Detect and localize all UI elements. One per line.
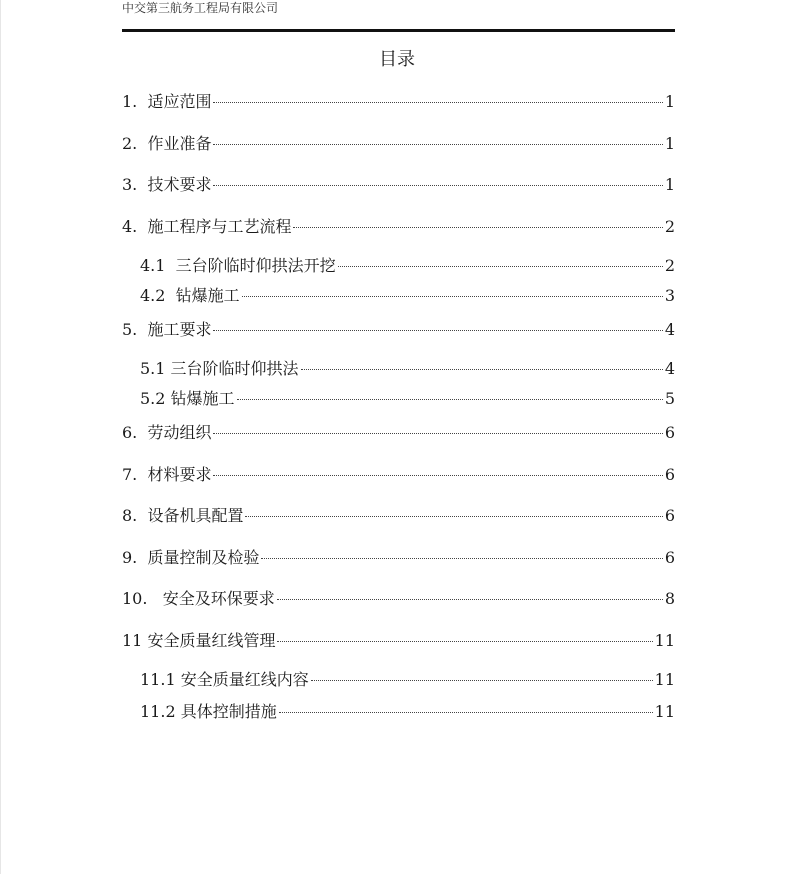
toc-entry-page: 6 xyxy=(664,423,675,442)
toc-entry-label: 适应范围 xyxy=(147,92,212,111)
toc-entry-label: 作业准备 xyxy=(147,134,212,153)
toc-dot-leader xyxy=(245,516,662,517)
toc-dot-leader xyxy=(279,712,653,713)
toc-entry-label: 具体控制措施 xyxy=(180,702,277,721)
toc-entry-number: 11 xyxy=(122,631,148,650)
toc-entry-label: 钻爆施工 xyxy=(175,286,240,305)
toc-dot-leader xyxy=(213,330,662,331)
toc-entry-9[interactable] xyxy=(122,547,675,569)
toc-entry-5[interactable] xyxy=(122,319,675,341)
toc-entry-label: 安全及环保要求 xyxy=(162,589,275,608)
toc-entry-3[interactable] xyxy=(122,174,675,196)
toc-dot-leader xyxy=(237,399,663,400)
toc-entry-4-1[interactable] xyxy=(140,255,675,277)
toc-entry-label: 施工程序与工艺流程 xyxy=(147,217,292,236)
toc-entry-number: 2. xyxy=(122,134,148,153)
toc-entry-number: 8. xyxy=(122,506,148,525)
toc-entry-number: 4. xyxy=(122,217,148,236)
toc-entry-number: 6. xyxy=(122,423,148,442)
toc-entry-number: 11.1 xyxy=(140,670,181,689)
toc-entry-page: 8 xyxy=(664,589,675,608)
toc-dot-leader xyxy=(213,144,662,145)
toc-entry-number: 4.2 xyxy=(140,286,176,305)
toc-entry-label: 三台阶临时仰拱法开挖 xyxy=(175,256,336,275)
toc-entry-label: 施工要求 xyxy=(147,320,212,339)
toc-entry-4[interactable] xyxy=(122,216,675,238)
toc-entry-page: 6 xyxy=(664,548,675,567)
toc-entry-1[interactable] xyxy=(122,91,675,113)
toc-entry-11-2[interactable] xyxy=(140,701,675,723)
toc-entry-label: 安全质量红线内容 xyxy=(180,670,309,689)
toc-entry-number: 5. xyxy=(122,320,148,339)
toc-dot-leader xyxy=(213,185,662,186)
toc-entry-2[interactable] xyxy=(122,133,675,155)
toc-entry-10[interactable] xyxy=(122,588,675,610)
toc-entry-page: 1 xyxy=(664,175,675,194)
toc-dot-leader xyxy=(293,227,662,228)
toc-dot-leader xyxy=(277,599,663,600)
toc-entry-label: 设备机具配置 xyxy=(147,506,244,525)
toc-entry-label: 钻爆施工 xyxy=(170,389,235,408)
toc-entry-number: 11.2 xyxy=(140,702,181,721)
toc-entry-label: 三台阶临时仰拱法 xyxy=(170,359,299,378)
toc-title: 目录 xyxy=(379,49,415,70)
toc-entry-page: 2 xyxy=(664,217,675,236)
toc-entry-label: 技术要求 xyxy=(147,175,212,194)
toc-entry-number: 5.2 xyxy=(140,389,171,408)
toc-entry-page: 11 xyxy=(654,631,675,650)
toc-entry-page: 4 xyxy=(664,359,675,378)
toc-entry-page: 11 xyxy=(654,670,675,689)
toc-entry-7[interactable] xyxy=(122,464,675,486)
company-header: 中交第三航务工程局有限公司 xyxy=(122,1,279,15)
toc-entry-5-2[interactable] xyxy=(140,388,675,410)
toc-entry-8[interactable] xyxy=(122,505,675,527)
toc-entry-page: 1 xyxy=(664,92,675,111)
toc-entry-5-1[interactable] xyxy=(140,358,675,380)
toc-dot-leader xyxy=(277,641,652,642)
toc-entry-page: 6 xyxy=(664,506,675,525)
toc-entry-label: 质量控制及检验 xyxy=(147,548,260,567)
toc-entry-label: 安全质量红线管理 xyxy=(147,631,276,650)
header-rule xyxy=(122,29,675,32)
toc-entry-11[interactable] xyxy=(122,630,675,652)
toc-entry-page: 5 xyxy=(664,389,675,408)
toc-entry-page: 6 xyxy=(664,465,675,484)
toc-entry-page: 1 xyxy=(664,134,675,153)
toc-entry-page: 4 xyxy=(664,320,675,339)
toc-dot-leader xyxy=(242,296,663,297)
page-edge xyxy=(0,0,1,874)
toc-dot-leader xyxy=(213,475,662,476)
toc-entry-number: 9. xyxy=(122,548,148,567)
toc-entry-4-2[interactable] xyxy=(140,285,675,307)
toc-entry-6[interactable] xyxy=(122,422,675,444)
toc-entry-number: 3. xyxy=(122,175,148,194)
toc-entry-page: 2 xyxy=(664,256,675,275)
toc-entry-number: 7. xyxy=(122,465,148,484)
toc-dot-leader xyxy=(261,558,662,559)
toc-entry-number: 4.1 xyxy=(140,256,176,275)
toc-entry-page: 11 xyxy=(654,702,675,721)
toc-entry-label: 材料要求 xyxy=(147,465,212,484)
toc-entry-label: 劳动组织 xyxy=(147,423,212,442)
toc-dot-leader xyxy=(213,433,662,434)
toc-entry-number: 5.1 xyxy=(140,359,171,378)
toc-entry-page: 3 xyxy=(664,286,675,305)
toc-dot-leader xyxy=(213,102,662,103)
toc-entry-number: 1. xyxy=(122,92,148,111)
toc-dot-leader xyxy=(338,266,663,267)
toc-entry-11-1[interactable] xyxy=(140,669,675,691)
toc-dot-leader xyxy=(311,680,653,681)
toc-dot-leader xyxy=(301,369,663,370)
toc-entry-number: 10. xyxy=(122,589,163,608)
